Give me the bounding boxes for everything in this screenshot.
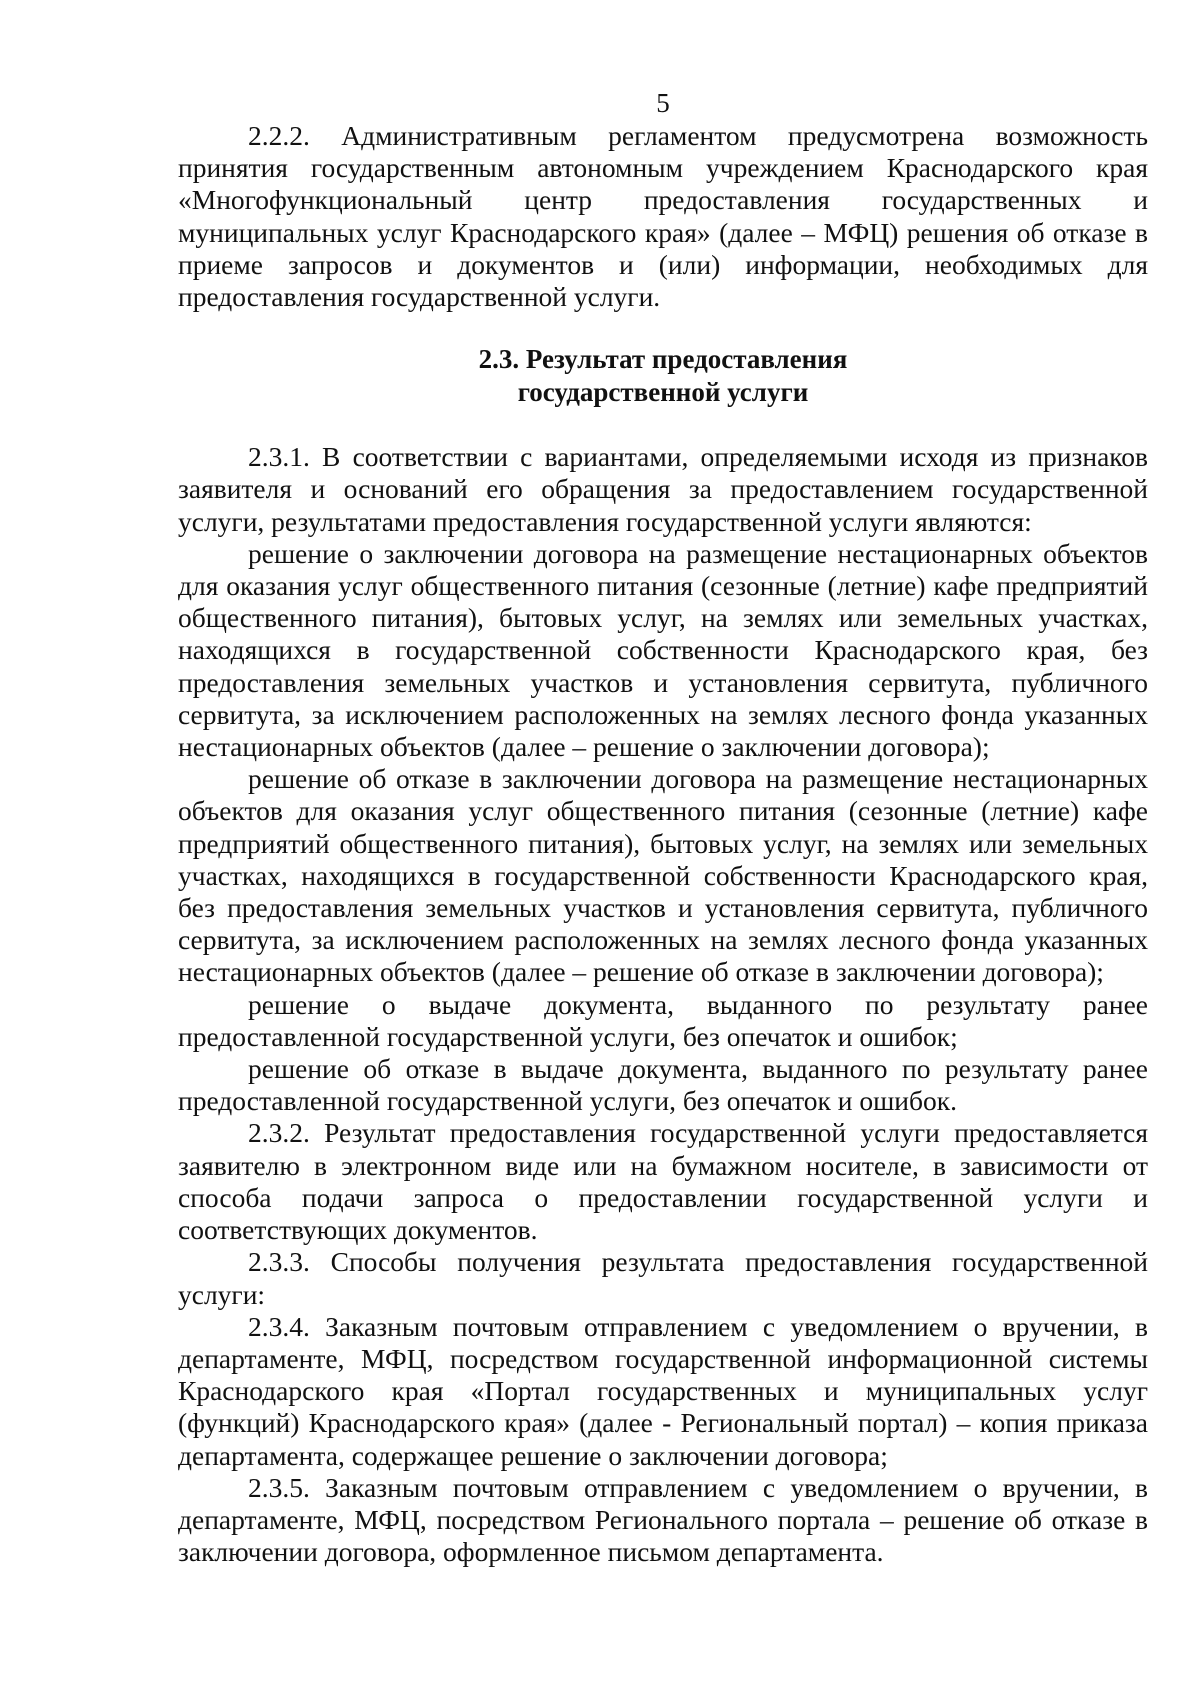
paragraph-2-3-3: 2.3.3. Способы получения результата предоставления государственной услуги: <box>178 1246 1148 1310</box>
paragraph-2-3-5: 2.3.5. Заказным почтовым отправлением с уведомлением о вручении, в департаменте, МФЦ, посредством Регионального портала – решение об отказе в заключении договора, оформленное письмом департамента. <box>178 1471 1148 1568</box>
section-heading-line-2: государственной услуги <box>517 377 809 408</box>
paragraph-2-3-4: 2.3.4. Заказным почтовым отправлением с уведомлением о вручении, в департаменте, МФЦ, посредством государственной информационной системы Краснодарского края «Портал государственных и муниципальных услуг (функций) Краснодарского края» (далее - Региональный портал) – копия приказа департамента, содержащее решение о заключении договора; <box>178 1310 1148 1471</box>
paragraph-2-3-2: 2.3.2. Результат предоставления государственной услуги предоставляется заявителю в электронном виде или на бумажном носителе, в зависимости от способа подачи запроса о предоставлении государственной услуги и соответствующих документов. <box>178 1117 1148 1246</box>
paragraph-result-refusal: решение об отказе в заключении договора на размещение нестационарных объектов для оказания услуг общественного питания (сезонные (летние) кафе предприятий общественного питания), бытовых услуг, на землях или земельных участках, находящихся в государственной собственности Краснодарского края, без предоставления земельных участков и установления сервитута, публичного сервитута, за исключением расположенных на землях лесного фонда указанных нестационарных объектов (далее – решение об отказе в заключении договора); <box>178 763 1148 988</box>
paragraph-2-3-1: 2.3.1. В соответствии с вариантами, определяемыми исходя из признаков заявителя и оснований его обращения за предоставлением государственной услуги, результатами предоставления государственной услуги являются: <box>178 441 1148 537</box>
paragraph-2-2-2: 2.2.2. Административным регламентом предусмотрена возможность принятия государственным автономным учреждением Краснодарского края «Многофункциональный центр предоставления государственных и муниципальных услуг Краснодарского края» (далее – МФЦ) решения об отказе в приеме запросов и документов и (или) информации, необходимых для предоставления государственной услуги. <box>178 120 1148 313</box>
paragraph-result-refuse-document: решение об отказе в выдаче документа, выданного по результату ранее предоставленной государственной услуги, без опечаток и ошибок. <box>178 1053 1148 1117</box>
page-content <box>178 88 1148 1568</box>
section-heading-line-1: 2.3. Результат предоставления <box>478 344 848 375</box>
paragraph-result-conclusion: решение о заключении договора на размещение нестационарных объектов для оказания услуг общественного питания (сезонные (летние) кафе предприятий общественного питания), бытовых услуг, на землях или земельных участках, находящихся в государственной собственности Краснодарского края, без предоставления земельных участков и установления сервитута, публичного сервитута, за исключением расположенных на землях лесного фонда указанных нестационарных объектов (далее – решение о заключении договора); <box>178 537 1148 763</box>
section-heading <box>178 343 1148 409</box>
page-number: 5 <box>656 88 670 118</box>
paragraph-result-issue-document: решение о выдаче документа, выданного по результату ранее предоставленной государственной услуги, без опечаток и ошибок; <box>178 988 1148 1052</box>
